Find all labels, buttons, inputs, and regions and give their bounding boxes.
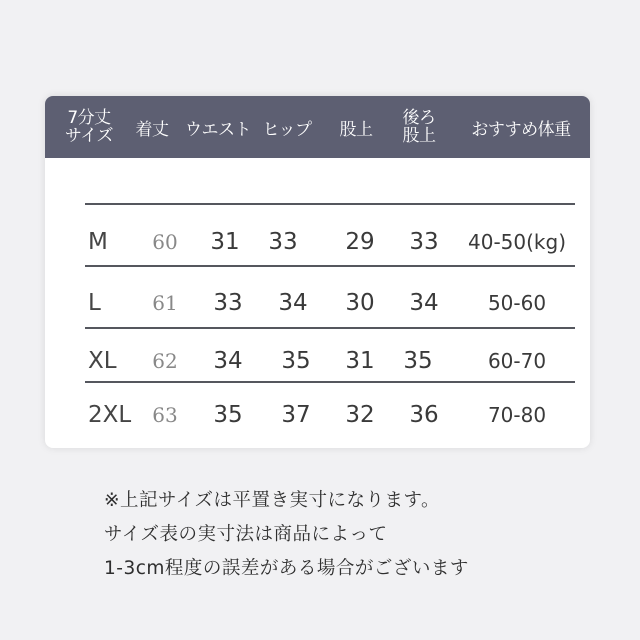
header-back-rise-line2: 股上 bbox=[402, 126, 436, 146]
header-hip: ヒップ bbox=[262, 119, 312, 140]
note-line: サイズ表の実寸法は商品によって bbox=[104, 524, 388, 545]
cell-length: 60 bbox=[152, 230, 178, 254]
cell-waist: 35 bbox=[213, 402, 243, 428]
cell-hip: 33 bbox=[268, 229, 298, 255]
cell-rise: 30 bbox=[345, 290, 375, 316]
header-back-rise bbox=[397, 96, 441, 158]
cell-hip: 37 bbox=[281, 402, 311, 428]
cell-weight: 40-50(kg) bbox=[468, 230, 566, 254]
cell-length: 62 bbox=[152, 349, 178, 373]
header-recommended-weight: おすすめ体重 bbox=[471, 119, 571, 140]
header-size-line2: サイズ bbox=[64, 126, 114, 146]
cell-back-rise: 33 bbox=[409, 229, 439, 255]
cell-waist: 33 bbox=[213, 290, 243, 316]
cell-waist: 34 bbox=[213, 348, 243, 374]
cell-weight: 50-60 bbox=[487, 291, 547, 315]
cell-length: 61 bbox=[152, 291, 178, 315]
cell-size: XL bbox=[88, 348, 117, 374]
cell-rise: 31 bbox=[345, 348, 375, 374]
header-size-line1: 7分丈 bbox=[67, 108, 111, 128]
header-back-rise-line1: 後ろ bbox=[402, 108, 436, 128]
cell-back-rise: 36 bbox=[409, 402, 439, 428]
cell-size: L bbox=[88, 290, 101, 316]
cell-hip: 34 bbox=[278, 290, 308, 316]
table-rule bbox=[85, 203, 575, 205]
header-total-length: 着丈 bbox=[135, 119, 169, 140]
size-chart-header bbox=[45, 96, 590, 158]
cell-rise: 29 bbox=[345, 229, 375, 255]
cell-weight: 60-70 bbox=[487, 349, 547, 373]
size-notes bbox=[104, 484, 584, 586]
cell-size: M bbox=[88, 229, 108, 255]
note-line: ※上記サイズは平置き実寸になります。 bbox=[104, 490, 441, 511]
cell-weight: 70-80 bbox=[487, 403, 547, 427]
cell-hip: 35 bbox=[281, 348, 311, 374]
cell-rise: 32 bbox=[345, 402, 375, 428]
cell-length: 63 bbox=[152, 403, 178, 427]
cell-back-rise: 34 bbox=[409, 290, 439, 316]
cell-waist: 31 bbox=[210, 229, 240, 255]
size-chart-card bbox=[45, 96, 590, 448]
note-line: 1-3cm程度の誤差がある場合がございます bbox=[104, 558, 469, 579]
header-rise: 股上 bbox=[339, 119, 373, 140]
cell-size: 2XL bbox=[88, 402, 132, 428]
cell-back-rise: 35 bbox=[403, 348, 433, 374]
header-waist: ウエスト bbox=[185, 119, 251, 140]
header-size bbox=[57, 96, 121, 158]
